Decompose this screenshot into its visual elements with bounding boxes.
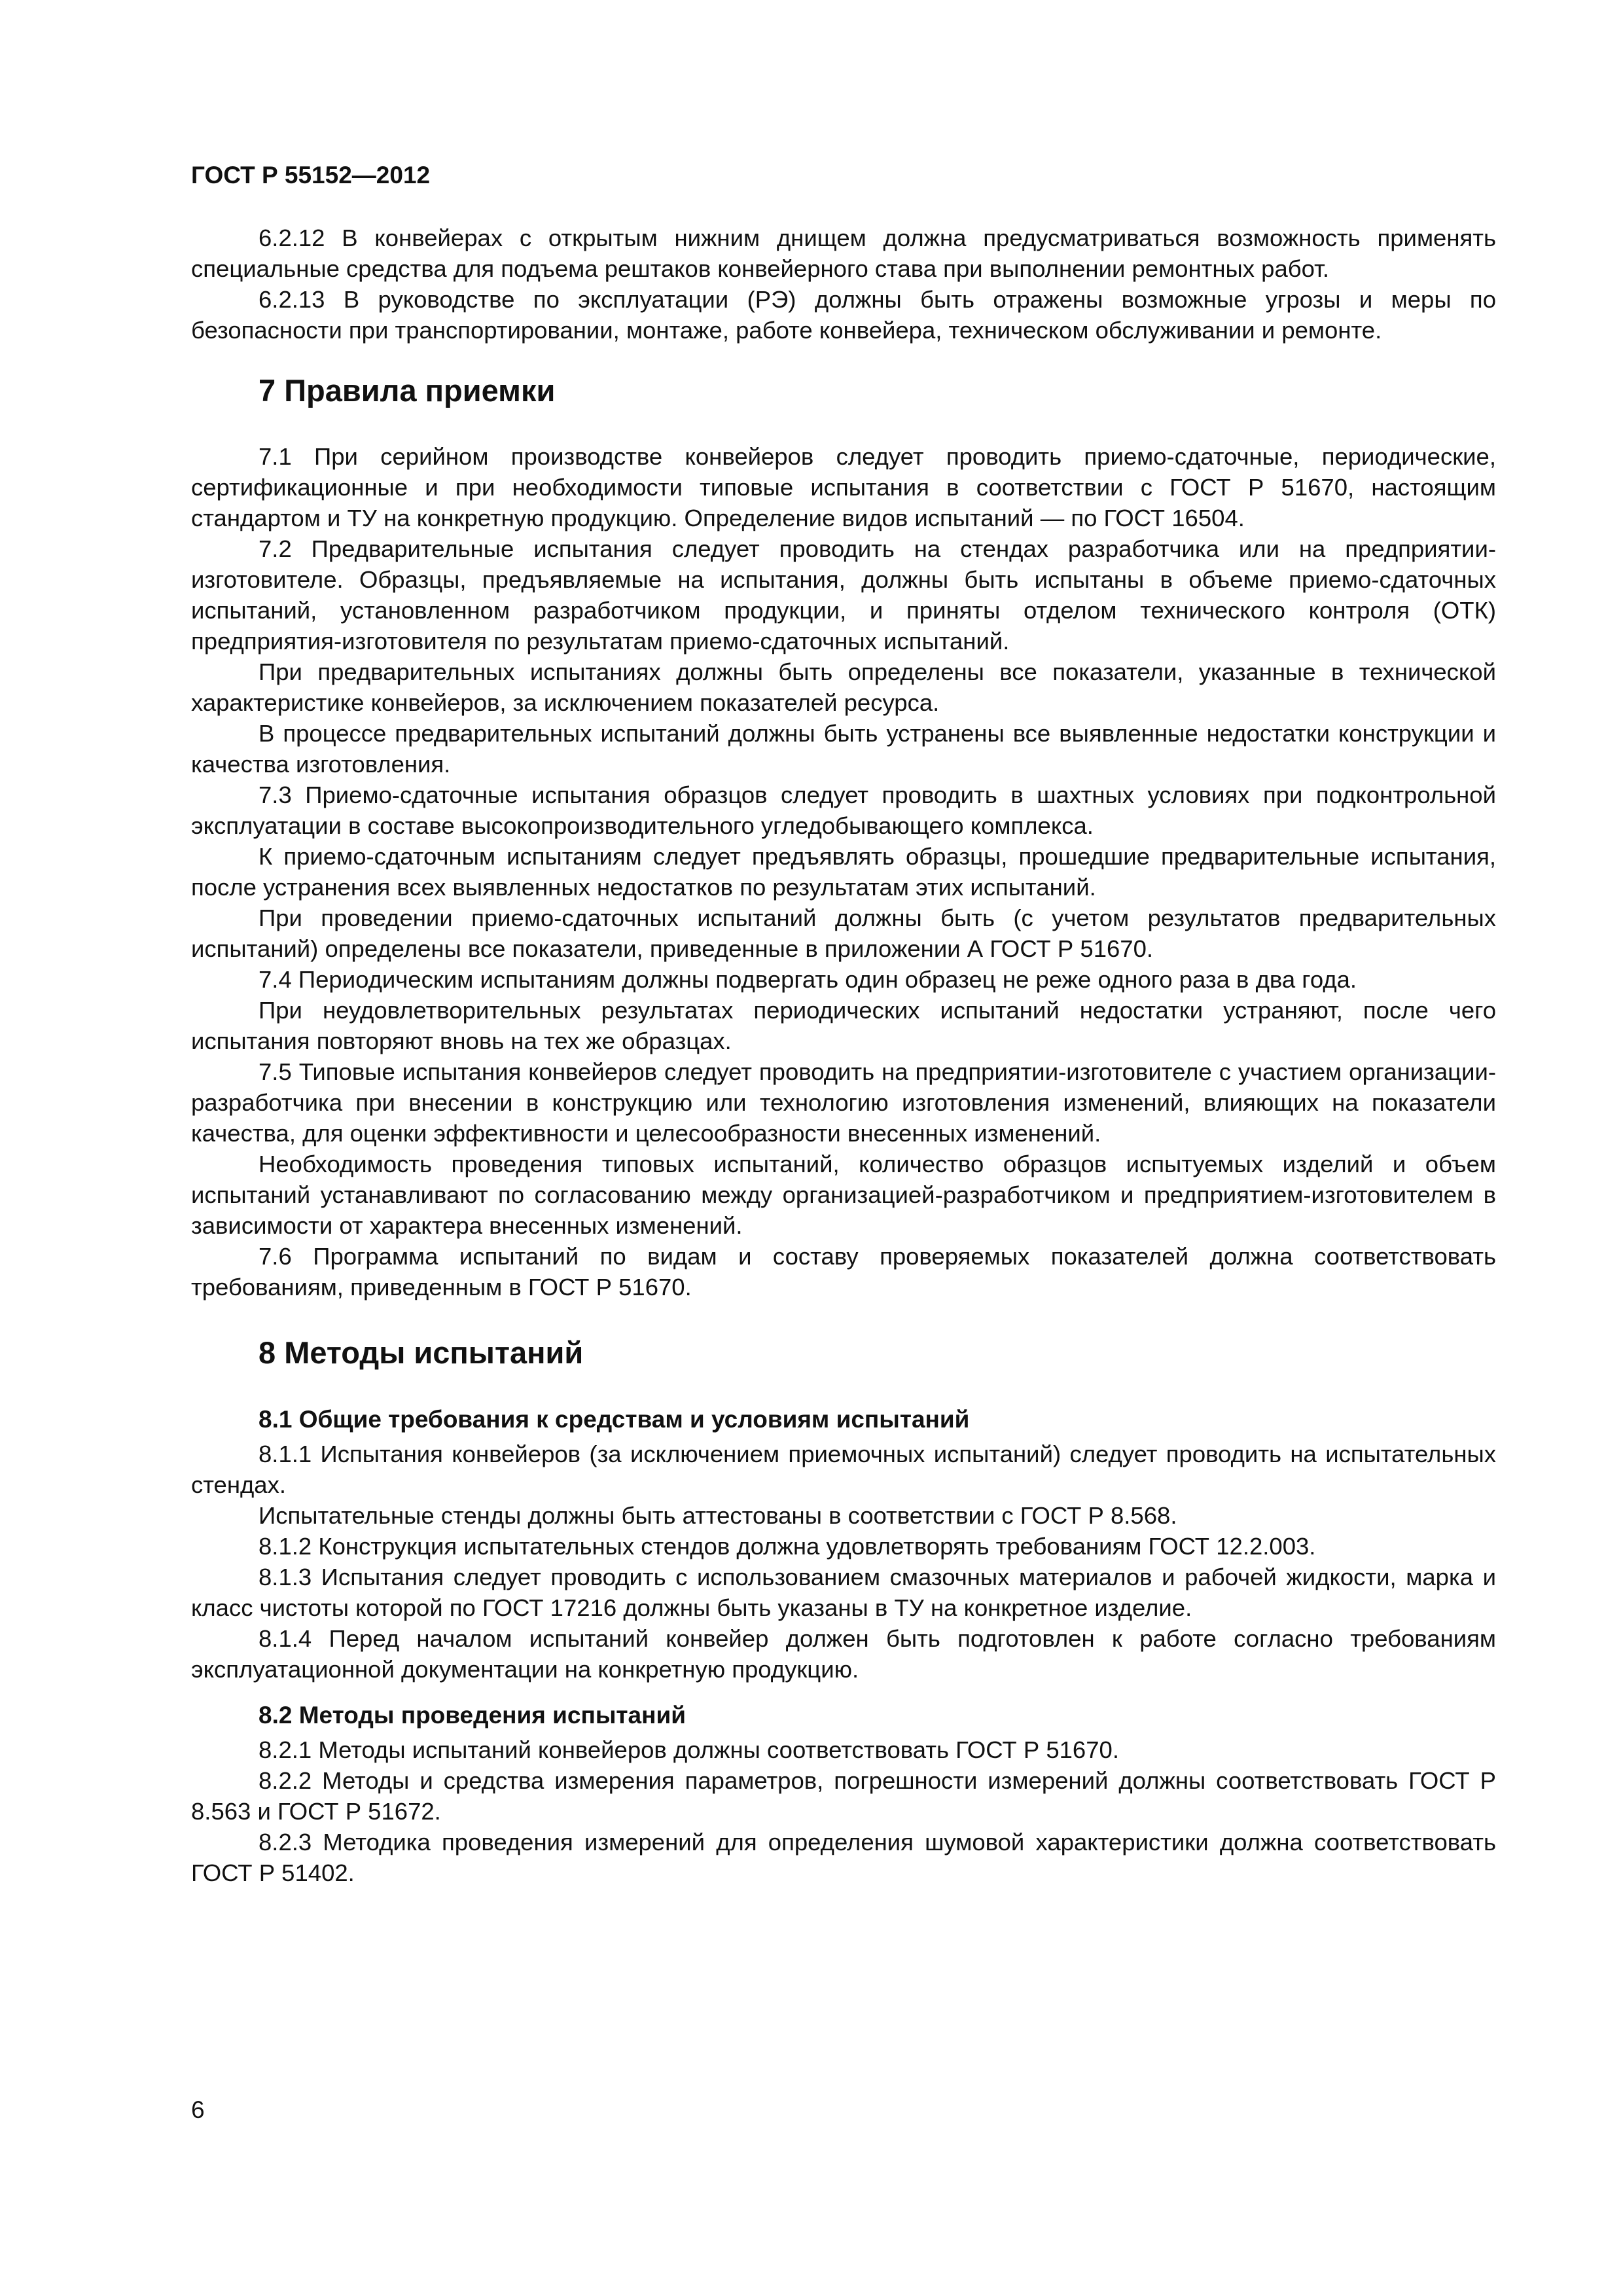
document-page: [191, 0, 1496, 2296]
section-7-title: 7 Правила приемки: [259, 373, 556, 408]
paragraph-7-2-c: В процессе предварительных испытаний должны быть устранены все выявленные недостатки конструкции и качества изготовления.: [191, 720, 1496, 778]
paragraph-7-3-b: К приемо-сдаточным испытаниям следует предъявлять образцы, прошедшие предварительные испытания, после устранения всех выявленных недостатков по результатам этих испытаний.: [191, 843, 1496, 901]
paragraph-8-2-2: 8.2.2 Методы и средства измерения параметров, погрешности измерений должны соответствовать ГОСТ Р 8.563 и ГОСТ Р 51672.: [191, 1767, 1496, 1825]
paragraph-8-1-2: 8.1.2 Конструкция испытательных стендов должна удовлетворять требованиям ГОСТ 12.2.003.: [259, 1533, 1316, 1560]
paragraph-7-6: 7.6 Программа испытаний по видам и составу проверяемых показателей должна соответствовать требованиям, приведенным в ГОСТ Р 51670.: [191, 1243, 1496, 1300]
paragraph-8-1-1-b: Испытательные стенды должны быть аттестованы в соответствии с ГОСТ Р 8.568.: [259, 1502, 1177, 1529]
document-body: [191, 223, 1496, 1888]
section-8-title: 8 Методы испытаний: [259, 1335, 584, 1370]
paragraph-8-1-1: 8.1.1 Испытания конвейеров (за исключением приемочных испытаний) следует проводить на испытательных стендах.: [191, 1441, 1496, 1498]
paragraph-7-4-b: При неудовлетворительных результатах периодических испытаний недостатки устраняют, после чего испытания повторяют вновь на тех же образцах.: [191, 997, 1496, 1054]
paragraph-7-3-c: При проведении приемо-сдаточных испытаний должны быть (с учетом результатов предварительных испытаний) определены все показатели, приведенные в приложении А ГОСТ Р 51670.: [191, 905, 1496, 962]
paragraph-7-2-b: При предварительных испытаниях должны быть определены все показатели, указанные в технической характеристике конвейеров, за исключением показателей ресурса.: [191, 658, 1496, 716]
paragraph-8-2-1: 8.2.1 Методы испытаний конвейеров должны соответствовать ГОСТ Р 51670.: [259, 1736, 1119, 1763]
paragraph-7-5-b: Необходимость проведения типовых испытаний, количество образцов испытуемых изделий и объем испытаний устанавливают по согласованию между организацией-разработчиком и предприятием-изготовителем в зависимости от характера внесенных изменений.: [191, 1151, 1496, 1239]
page-number: 6: [191, 2096, 205, 2123]
subsection-8-1-title: 8.1 Общие требования к средствам и условиям испытаний: [259, 1406, 970, 1433]
paragraph-7-3: 7.3 Приемо-сдаточные испытания образцов следует проводить в шахтных условиях при подконтрольной эксплуатации в составе высокопроизводительного угледобывающего комплекса.: [191, 781, 1496, 839]
paragraph-6-2-12: 6.2.12 В конвейерах с открытым нижним днищем должна предусматриваться возможность применять специальные средства для подъема рештаков конвейерного става при выполнении ремонтных работ.: [191, 224, 1496, 282]
paragraph-8-1-4: 8.1.4 Перед началом испытаний конвейер должен быть подготовлен к работе согласно требованиям эксплуатационной документации на конкретную продукцию.: [191, 1625, 1496, 1683]
paragraph-7-2: 7.2 Предварительные испытания следует проводить на стендах разработчика или на предприятии-изготовителе. Образцы, предъявляемые на испытания, должны быть испытаны в объеме приемо-сдаточных испытаний, установленном разработчиком продукции, и приняты отделом технического контроля (ОТК) предприятия-изготовителя по результатам приемо-сдаточных испытаний.: [191, 535, 1496, 655]
paragraph-7-4: 7.4 Периодическим испытаниям должны подвергать один образец не реже одного раза в два года.: [259, 966, 1357, 993]
paragraph-8-2-3: 8.2.3 Методика проведения измерений для определения шумовой характеристики должна соответствовать ГОСТ Р 51402.: [191, 1829, 1496, 1886]
subsection-8-2-title: 8.2 Методы проведения испытаний: [259, 1702, 686, 1729]
document-header: ГОСТ Р 55152—2012: [191, 162, 431, 188]
paragraph-6-2-13: 6.2.13 В руководстве по эксплуатации (РЭ) должны быть отражены возможные угрозы и меры по безопасности при транспортировании, монтаже, работе конвейера, техническом обслуживании и ремонте.: [191, 286, 1496, 344]
paragraph-8-1-3: 8.1.3 Испытания следует проводить с использованием смазочных материалов и рабочей жидкости, марка и класс чистоты которой по ГОСТ 17216 должны быть указаны в ТУ на конкретное изделие.: [191, 1564, 1496, 1621]
paragraph-7-1: 7.1 При серийном производстве конвейеров следует проводить приемо-сдаточные, периодические, сертификационные и при необходимости типовые испытания в соответствии с ГОСТ Р 51670, настоящим стандартом и ТУ на конкретную продукцию. Определение видов испытаний — по ГОСТ 16504.: [191, 443, 1496, 531]
paragraph-7-5: 7.5 Типовые испытания конвейеров следует проводить на предприятии-изготовителе с участием организации-разработчика при внесении в конструкцию или технологию изготовления изменений, влияющих на показатели качества, для оценки эффективности и целесообразности внесенных изменений.: [191, 1058, 1496, 1147]
